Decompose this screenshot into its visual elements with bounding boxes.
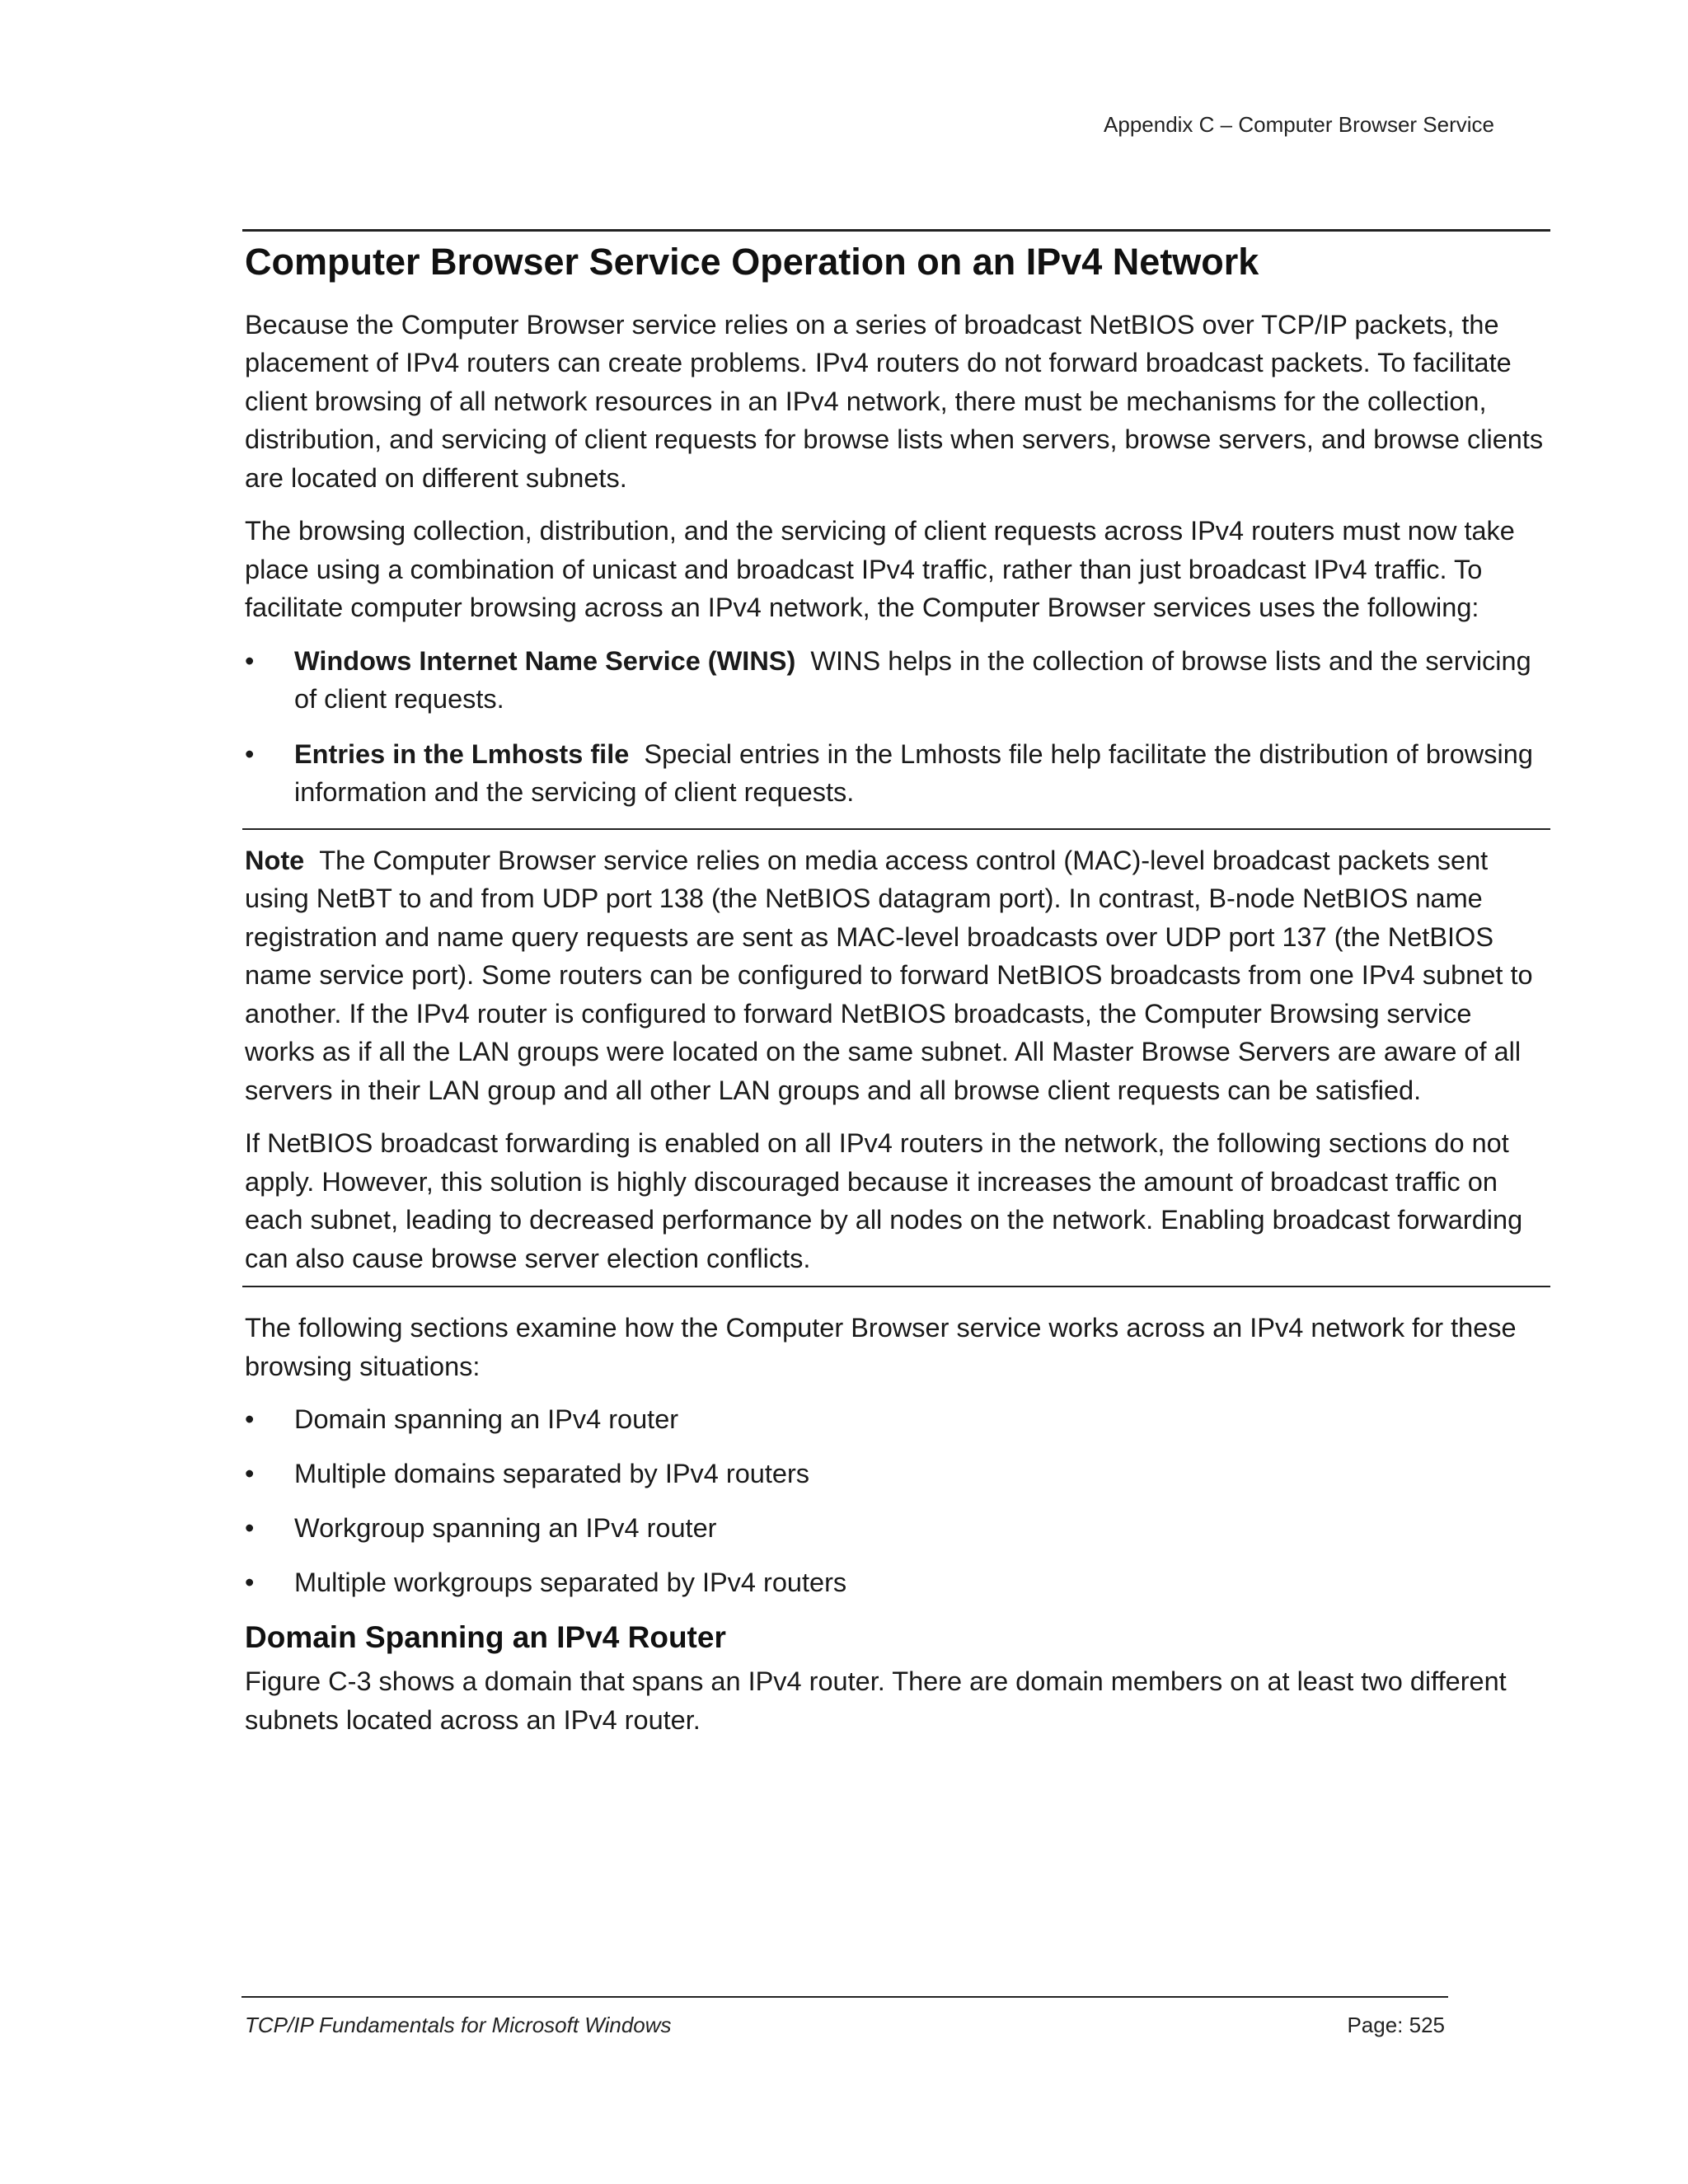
situation-text: Workgroup spanning an IPv4 router xyxy=(294,1513,717,1543)
subsection-paragraph: Figure C-3 shows a domain that spans an IPv4 router. There are domain members on at least two different subnets located across an IPv4 router. xyxy=(245,1666,1507,1735)
footer-page-number: Page: 525 xyxy=(1347,2013,1445,2037)
note-text: The Computer Browser service relies on media access control (MAC)-level broadcast packets sent using NetBT to and from UDP port 138 (the NetBIOS datagram port). In contrast, B-node NetBIOS name registration and name query requests are sent as MAC-level broadcasts over UDP port 137 (the NetBIOS name service port). Some routers can be configured to forward NetBIOS broadcasts from one IPv4 subnet to another. If the IPv4 router is configured to forward NetBIOS broadcasts, the Computer Browsing service works as if all the LAN groups were located on the same subnet. All Master Browse Servers are aware of all servers in their LAN group and all other LAN groups and all browse client requests can be satisfied. xyxy=(245,845,1533,1105)
list-item xyxy=(245,642,1547,719)
note-box xyxy=(242,828,1550,1288)
situations-list xyxy=(245,1400,1547,1602)
situation-text: Domain spanning an IPv4 router xyxy=(294,1404,679,1434)
bullet-text: Special entries in the Lmhosts file help facilitate the distribution of browsing information and the servicing of client requests. xyxy=(294,738,1533,807)
list-item xyxy=(245,1455,1547,1493)
list-item xyxy=(245,1509,1547,1548)
situations-intro: The following sections examine how the Computer Browser service works across an IPv4 network for these browsing situations: xyxy=(245,1313,1517,1381)
intro-paragraph: Because the Computer Browser service relies on a series of broadcast NetBIOS over TCP/IP packets, the placement of IPv4 routers can create problems. IPv4 routers do not forward broadcast packets. To facilitate client browsing of all network resources in an IPv4 network, there must be mechanisms for the collection, distribution, and servicing of client requests for browse lists when servers, browse servers, and browse clients are located on different subnets. xyxy=(245,309,1544,493)
bullet-text: WINS helps in the collection of browse lists and the servicing of client requests. xyxy=(294,645,1531,714)
bullet-icon: • xyxy=(245,1513,255,1543)
note-label: Note xyxy=(245,845,305,875)
bullet-icon: • xyxy=(245,1459,255,1488)
page-footer xyxy=(241,1996,1448,2037)
bullet-icon: • xyxy=(245,1568,255,1597)
situation-text: Multiple workgroups separated by IPv4 routers xyxy=(294,1568,847,1597)
section-title: Computer Browser Service Operation on an IPv4 Network xyxy=(245,241,1259,283)
mechanism-list xyxy=(245,642,1547,812)
section-top-rule xyxy=(242,229,1550,232)
list-item xyxy=(245,1563,1547,1602)
bullet-term: Windows Internet Name Service (WINS) xyxy=(294,645,796,676)
running-header: Appendix C – Computer Browser Service xyxy=(1104,112,1494,137)
bullet-icon: • xyxy=(245,645,255,676)
list-item xyxy=(245,735,1547,812)
situation-text: Multiple domains separated by IPv4 routers xyxy=(294,1459,810,1488)
note-paragraph xyxy=(245,841,1547,1110)
note-paragraph-2: If NetBIOS broadcast forwarding is enabled on all IPv4 routers in the network, the following sections do not apply. However, this solution is highly discouraged because it increases the amount of broadcast traffic on each subnet, leading to decreased performance by all nodes on the network. Enabling broadcast forwarding can also cause browse server election conflicts. xyxy=(245,1128,1523,1273)
bullet-icon: • xyxy=(245,738,255,769)
page-content xyxy=(245,229,1547,1739)
bullet-icon: • xyxy=(245,1404,255,1434)
footer-book-title: TCP/IP Fundamentals for Microsoft Windows xyxy=(245,2013,672,2037)
subsection-title: Domain Spanning an IPv4 Router xyxy=(245,1620,726,1654)
bullet-term: Entries in the Lmhosts file xyxy=(294,738,630,769)
browsing-paragraph: The browsing collection, distribution, and the servicing of client requests across IPv4 routers must now take place using a combination of unicast and broadcast IPv4 traffic, rather than just broadcast IPv4 traffic. To facilitate computer browsing across an IPv4 network, the Computer Browser services uses the following: xyxy=(245,516,1515,622)
list-item xyxy=(245,1400,1547,1439)
